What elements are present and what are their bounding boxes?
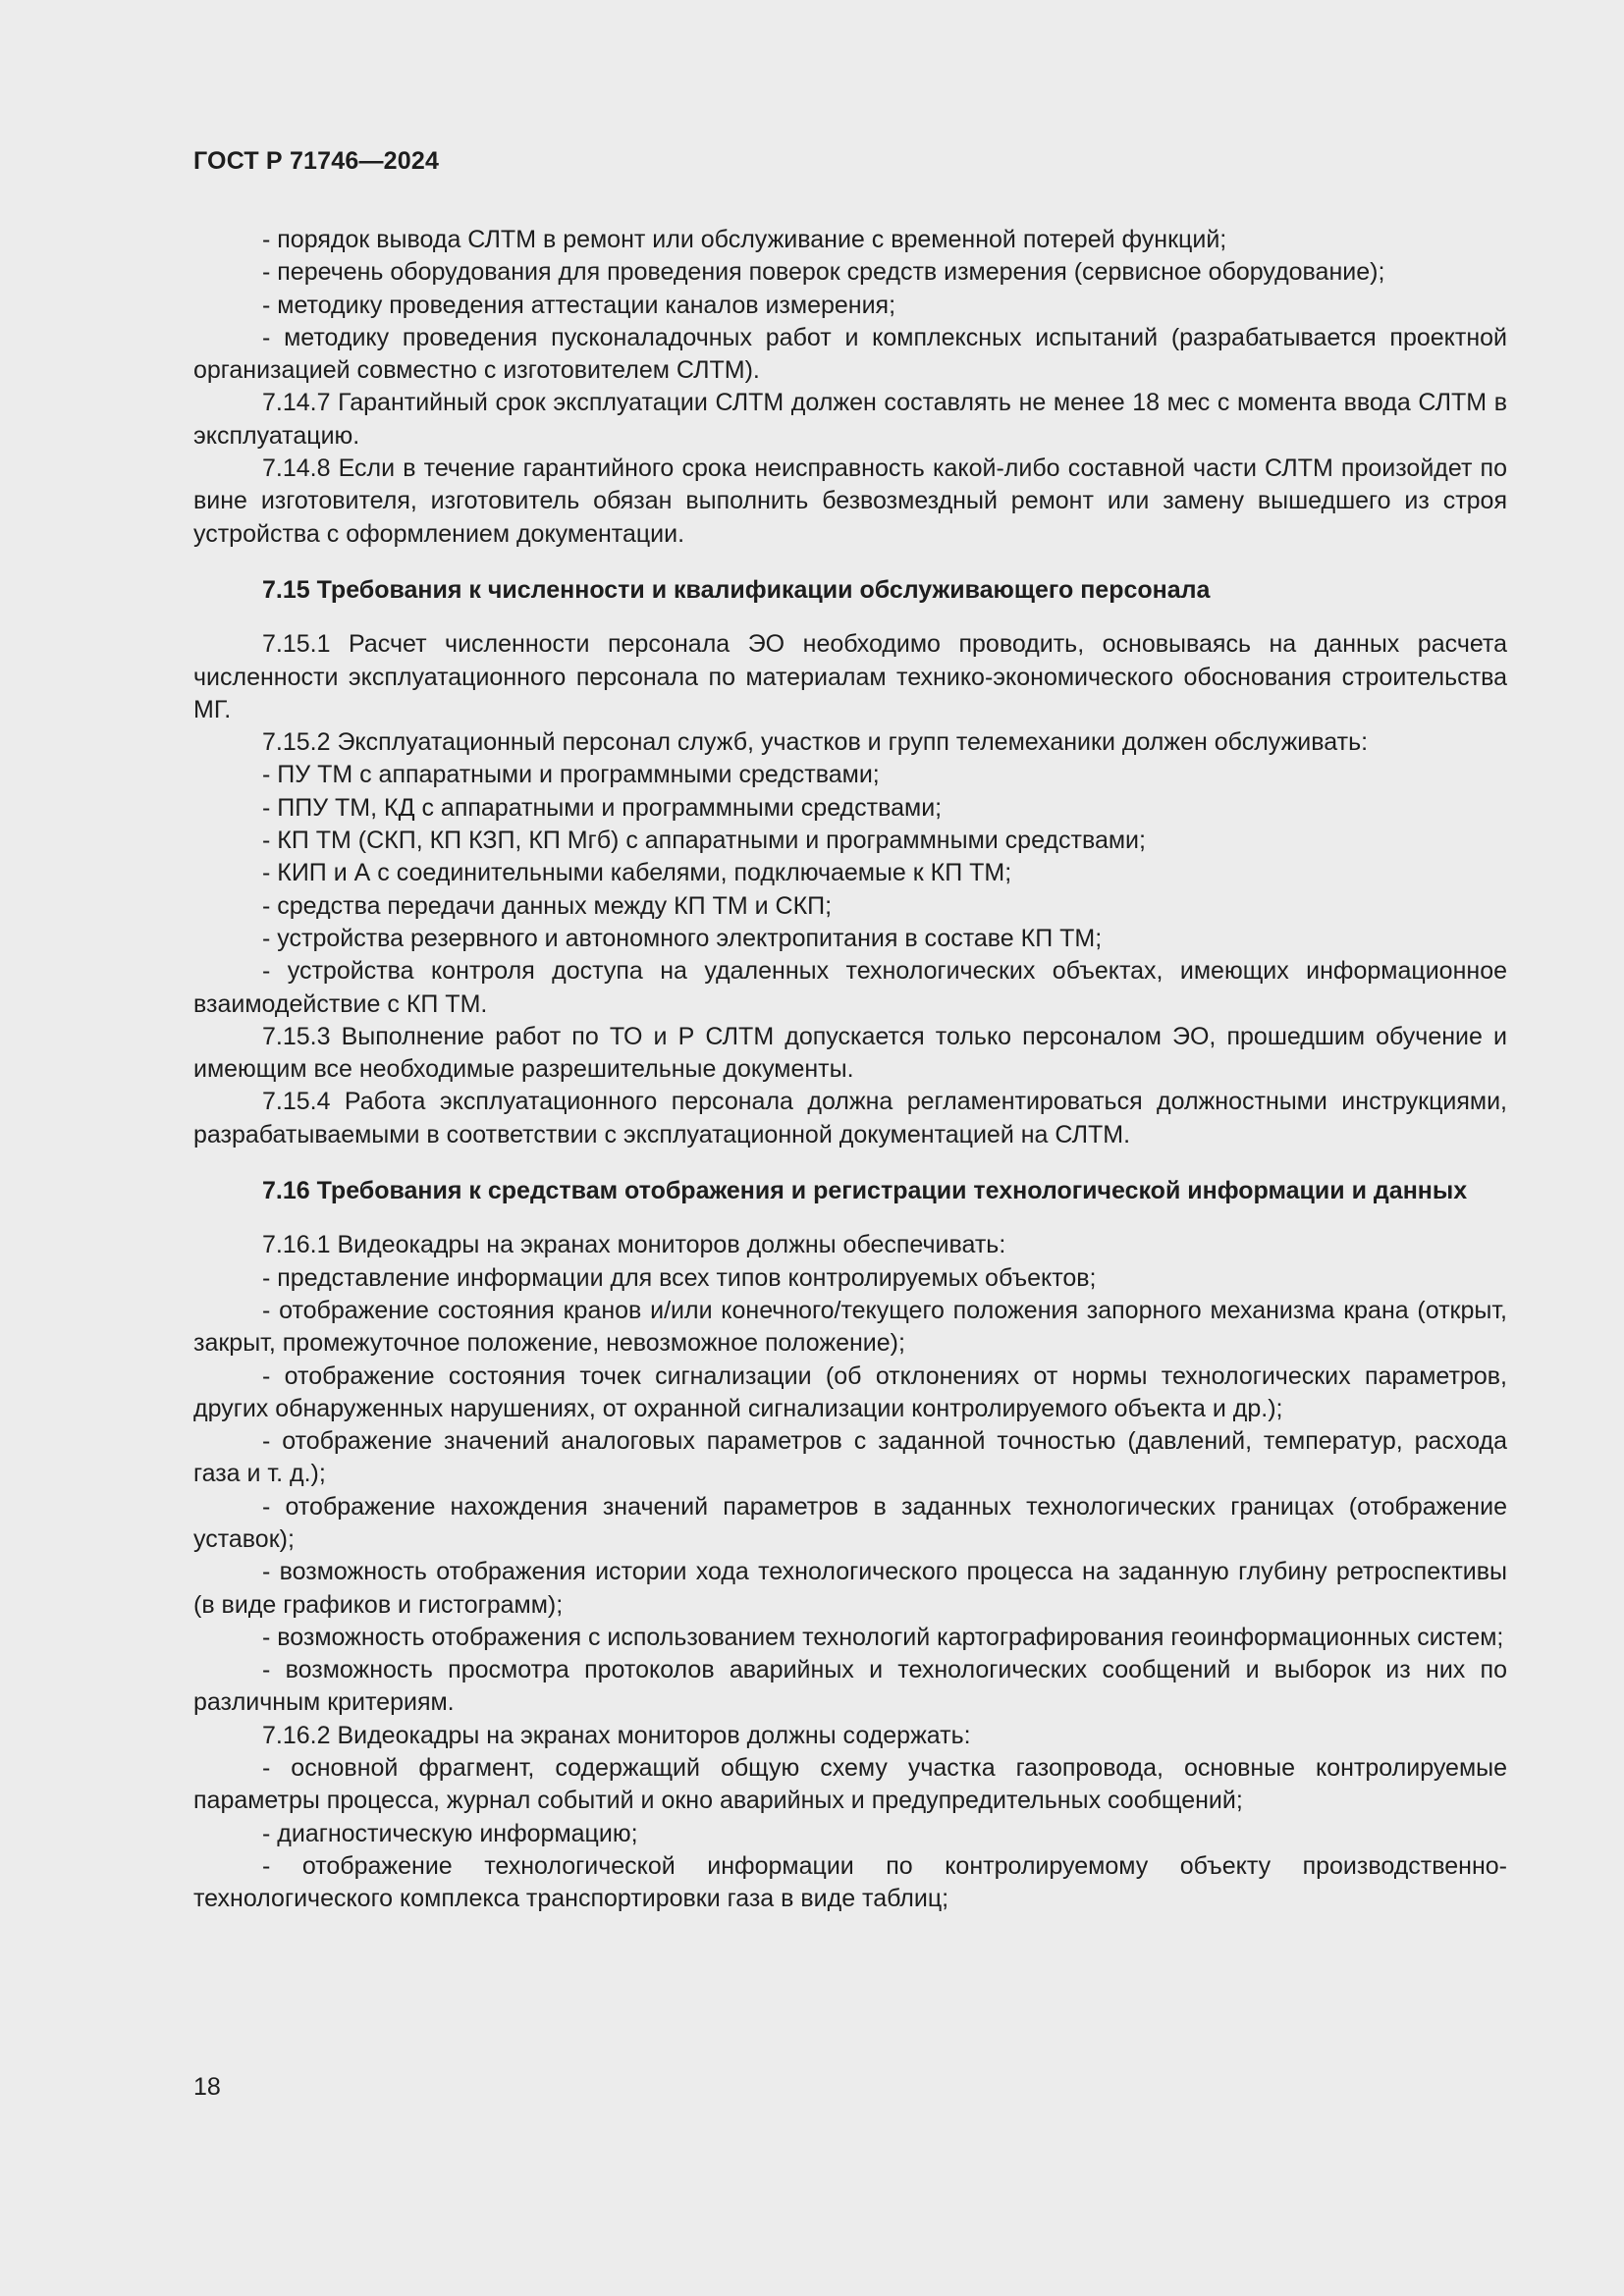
paragraph: - ППУ ТМ, КД с аппаратными и программными средствами; — [262, 793, 943, 822]
paragraph: - устройства резервного и автономного электропитания в составе КП ТМ; — [262, 924, 1103, 952]
paragraph: - возможность отображения с использованием технологий картографирования геоинформационных систем; — [262, 1623, 1504, 1651]
paragraph: - методику проведения аттестации каналов измерения; — [262, 291, 896, 319]
paragraph: - устройства контроля доступа на удаленных технологических объектах, имеющих информационное взаимодействие с КП ТМ. — [193, 957, 1507, 1018]
document-header: ГОСТ Р 71746—2024 — [193, 147, 440, 175]
paragraph: - представление информации для всех типов контролируемых объектов; — [262, 1263, 1097, 1292]
paragraph: - возможность просмотра протоколов аварийных и технологических сообщений и выборок из них по различным критериям. — [193, 1656, 1507, 1717]
paragraph: - диагностическую информацию; — [262, 1819, 638, 1847]
paragraph: - КИП и А с соединительными кабелями, подключаемые к КП ТМ; — [262, 859, 1012, 887]
paragraph: - отображение состояния кранов и/или конечного/текущего положения запорного механизма крана (открыт, закрыт, промежуточное положение, невозможное положение); — [193, 1296, 1507, 1358]
paragraph: 7.14.7 Гарантийный срок эксплуатации СЛТМ должен составлять не менее 18 мес с момента ввода СЛТМ в эксплуатацию. — [193, 389, 1507, 450]
paragraph: - отображение технологической информации по контролируемому объекту производственно-технологического комплекса транспортировки газа в виде таблиц; — [193, 1851, 1507, 1913]
paragraph: - ПУ ТМ с аппаратными и программными средствами; — [262, 761, 880, 789]
section-heading: 7.16 Требования к средствам отображения и регистрации технологической информации и данных — [262, 1177, 1468, 1205]
paragraph: - отображение состояния точек сигнализации (об отклонениях от нормы технологических параметров, других обнаруженных нарушениях, от охранной сигнализации контролируемого объекта и др.); — [193, 1362, 1507, 1422]
paragraph: - основной фрагмент, содержащий общую схему участка газопровода, основные контролируемые параметры процесса, журнал событий и окно аварийных и предупредительных сообщений; — [193, 1754, 1507, 1815]
paragraph: 7.15.2 Эксплуатационный персонал служб, участков и групп телемеханики должен обслуживать: — [262, 728, 1369, 757]
paragraph: 7.15.1 Расчет численности персонала ЭО необходимо проводить, основываясь на данных расчета численности эксплуатационного персонала по материалам технико-экономического обоснования строительства МГ. — [193, 630, 1507, 723]
paragraph: 7.16.1 Видеокадры на экранах мониторов должны обеспечивать: — [262, 1231, 1006, 1259]
paragraph: 7.16.2 Видеокадры на экранах мониторов должны содержать: — [262, 1721, 971, 1749]
paragraph: - перечень оборудования для проведения поверок средств измерения (сервисное оборудование); — [262, 258, 1385, 287]
paragraph: - КП ТМ (СКП, КП КЗП, КП Мгб) с аппаратными и программными средствами; — [262, 827, 1146, 855]
paragraph: - отображение нахождения значений параметров в заданных технологических границах (отображение уставок); — [193, 1492, 1507, 1553]
paragraph: 7.14.8 Если в течение гарантийного срока неисправность какой-либо составной части СЛТМ произойдет по вине изготовителя, изготовитель обязан выполнить безвозмездный ремонт или замену вышедшего из строя устройства с оформлением документации. — [193, 454, 1507, 548]
paragraph: - отображение значений аналоговых параметров с заданной точностью (давлений, температур, расхода газа и т. д.); — [193, 1427, 1507, 1488]
paragraph: 7.15.3 Выполнение работ по ТО и Р СЛТМ допускается только персоналом ЭО, прошедшим обучение и имеющим все необходимые разрешительные документы. — [193, 1022, 1507, 1084]
paragraph: - возможность отображения истории хода технологического процесса на заданную глубину ретроспективы (в виде графиков и гистограмм); — [193, 1558, 1507, 1619]
paragraph: 7.15.4 Работа эксплуатационного персонала должна регламентироваться должностными инструкциями, разрабатываемыми в соответствии с эксплуатационной документацией на СЛТМ. — [193, 1088, 1507, 1148]
page-number: 18 — [193, 2073, 221, 2101]
section-heading: 7.15 Требования к численности и квалификации обслуживающего персонала — [262, 575, 1211, 604]
document-body — [193, 224, 1507, 1916]
paragraph: - порядок вывода СЛТМ в ремонт или обслуживание с временной потерей функций; — [262, 226, 1227, 253]
paragraph: - средства передачи данных между КП ТМ и СКП; — [262, 891, 833, 920]
paragraph: - методику проведения пусконаладочных работ и комплексных испытаний (разрабатывается проектной организацией совместно с изготовителем СЛТМ). — [193, 323, 1507, 385]
